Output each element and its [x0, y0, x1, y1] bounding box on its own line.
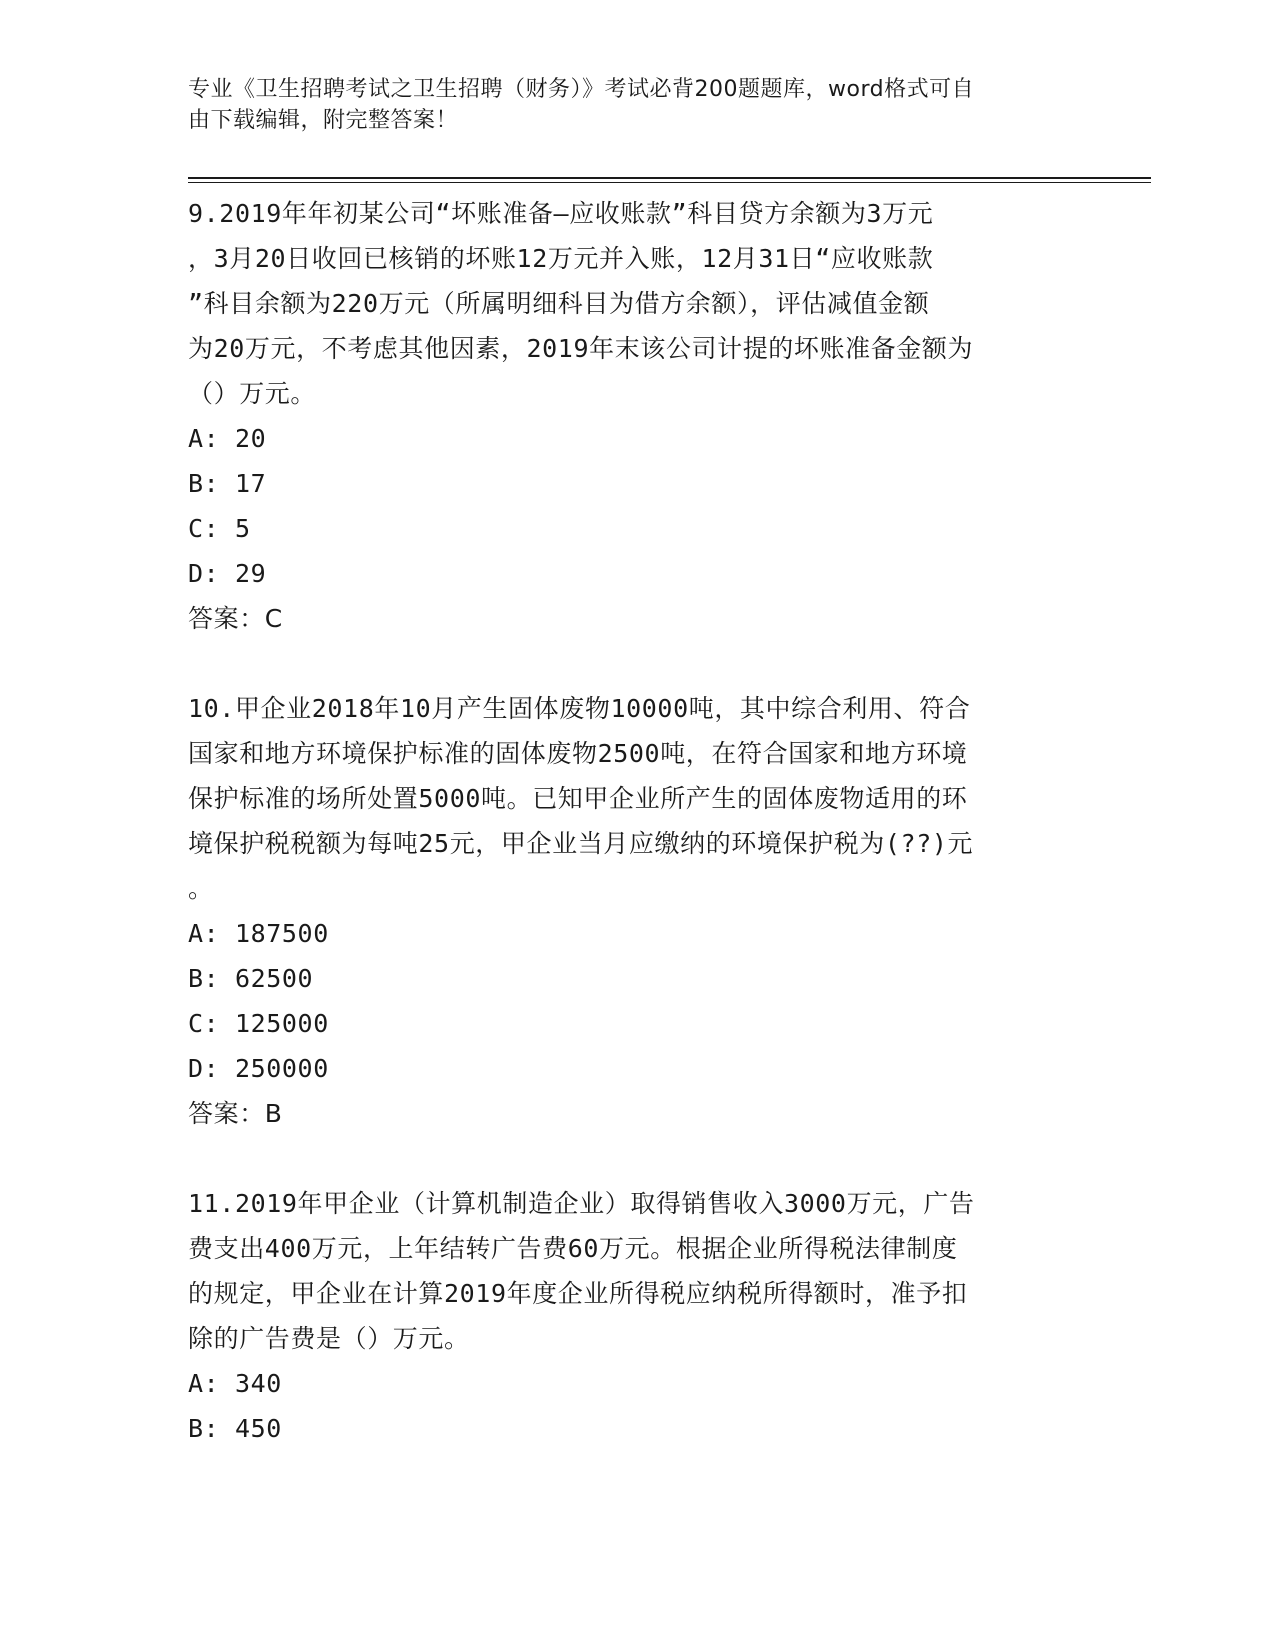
answer-line: 答案：C — [188, 604, 283, 633]
question-stem-line: 保护标准的场所处置5000吨。已知甲企业所产生的固体废物适用的环 — [188, 784, 968, 813]
question-spacer — [188, 1136, 1088, 1181]
option-a: A: 340 — [188, 1369, 282, 1398]
header-divider-thick — [188, 177, 1151, 179]
question-stem-line: 境保护税税额为每吨25元，甲企业当月应缴纳的环境保护税为(??)元 — [188, 829, 974, 858]
question-stem-line: 10.甲企业2018年10月产生固体废物10000吨，其中综合利用、符合 — [188, 694, 971, 723]
header-line-2: 由下载编辑，附完整答案！ — [188, 108, 459, 133]
document-header — [188, 74, 1088, 136]
question-stem-line: 的规定，甲企业在计算2019年度企业所得税应纳税所得额时，准予扣 — [188, 1279, 968, 1308]
question-stem-line: 为20万元，不考虑其他因素，2019年末该公司计提的坏账准备金额为 — [188, 334, 974, 363]
question-11 — [188, 1181, 1088, 1451]
option-b: B: 450 — [188, 1414, 282, 1443]
option-a: A: 20 — [188, 424, 267, 453]
option-c: C: 5 — [188, 514, 251, 543]
question-stem-line: 。 — [188, 874, 214, 903]
option-c: C: 125000 — [188, 1009, 329, 1038]
question-stem-line: 9.2019年年初某公司“坏账准备—应收账款”科目贷方余额为3万元 — [188, 199, 934, 228]
question-stem-line: 11.2019年甲企业（计算机制造企业）取得销售收入3000万元，广告 — [188, 1189, 975, 1218]
option-d: D: 250000 — [188, 1054, 329, 1083]
question-spacer — [188, 641, 1088, 686]
option-a: A: 187500 — [188, 919, 329, 948]
header-line-1: 专业《卫生招聘考试之卫生招聘（财务）》考试必背200题题库，word格式可自 — [188, 77, 975, 102]
question-9 — [188, 191, 1088, 686]
option-d: D: 29 — [188, 559, 267, 588]
question-10 — [188, 686, 1088, 1181]
option-b: B: 17 — [188, 469, 267, 498]
question-stem-line: 费支出400万元，上年结转广告费60万元。根据企业所得税法律制度 — [188, 1234, 958, 1263]
header-divider-thin — [188, 182, 1151, 183]
question-stem-line: ”科目余额为220万元（所属明细科目为借方余额），评估减值金额 — [188, 289, 930, 318]
option-b: B: 62500 — [188, 964, 314, 993]
question-stem-line: 国家和地方环境保护标准的固体废物2500吨，在符合国家和地方环境 — [188, 739, 968, 768]
question-list — [188, 191, 1088, 1451]
question-stem-line: 除的广告费是（）万元。 — [188, 1324, 470, 1353]
answer-line: 答案：B — [188, 1099, 283, 1128]
question-stem-line: ，3月20日收回已核销的坏账12万元并入账，12月31日“应收账款 — [188, 244, 934, 273]
question-stem-line: （）万元。 — [188, 379, 317, 408]
